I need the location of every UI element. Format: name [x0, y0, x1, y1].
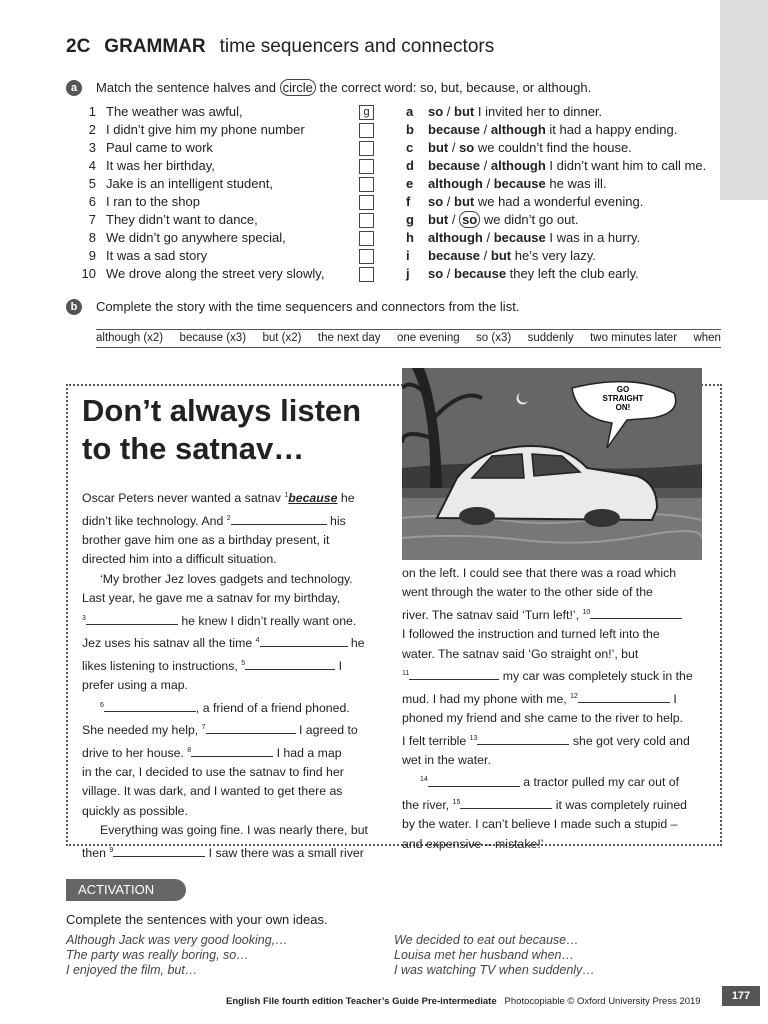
prompt: I enjoyed the film, but… [66, 963, 198, 977]
prompt: Although Jack was very good looking,… [66, 933, 288, 947]
sentence-start-text: Paul came to work [106, 140, 213, 155]
answer-box[interactable] [359, 213, 374, 228]
prompt: We decided to eat out because… [394, 933, 579, 947]
sentence-ending-text: we didn’t go out. [480, 212, 579, 227]
footer-copyright: Photocopiable © Oxford University Press 2019 [504, 996, 701, 1007]
word-option[interactable]: but [490, 248, 512, 263]
example-answer: because [288, 491, 338, 506]
word-list-item: two minutes later [590, 332, 678, 344]
word-option[interactable]: but [454, 104, 475, 119]
instr-post: the correct word: so, but, because, or although. [315, 80, 592, 95]
answer-box[interactable] [359, 231, 374, 246]
word-list-item: when [693, 332, 721, 344]
sentence-ending [406, 175, 706, 193]
item-number: 4 [88, 158, 96, 173]
sentence-ending [406, 193, 706, 211]
text: by the water. I can’t believe I made such a stupid – [402, 817, 678, 832]
item-letter: j [406, 266, 410, 281]
slash: / [443, 194, 455, 209]
gap-number: 6 [100, 701, 104, 709]
gap-number: 13 [469, 734, 478, 742]
answer-box[interactable] [359, 141, 374, 156]
sentence-ending-text: we couldn’t find the house. [474, 140, 632, 155]
sentence-start [76, 193, 324, 211]
exercise-a-badge: a [66, 80, 82, 96]
text: he [347, 636, 365, 651]
gap-number: 11 [402, 670, 410, 678]
sentence-start-text: I ran to the shop [106, 194, 200, 209]
sentence-endings-list [406, 103, 706, 283]
answer-boxes [359, 105, 374, 285]
prompt: Louisa met her husband when… [394, 948, 574, 962]
exercise-b-instruction: Complete the story with the time sequencers and connectors from the list. [96, 299, 520, 314]
text: Jez uses his satnav all the time [82, 636, 256, 651]
unit-code: 2C [66, 36, 91, 57]
text: directed him into a difficult situation. [82, 552, 277, 567]
text: I [335, 658, 342, 673]
sentence-ending [406, 103, 706, 121]
section-name: GRAMMAR [104, 36, 206, 57]
word-list [96, 329, 721, 348]
gap-number: 10 [582, 608, 591, 616]
sentence-ending-text: it had a happy ending. [545, 122, 678, 137]
word-option[interactable]: so [428, 194, 444, 209]
sentence-start-text: It was her birthday, [106, 158, 215, 173]
gap-5[interactable] [245, 656, 335, 670]
sentence-ending [406, 211, 706, 229]
word-option[interactable]: because [428, 158, 481, 173]
text: didn’t like technology. And [82, 513, 227, 528]
sentence-ending [406, 229, 706, 247]
text: quickly as possible. [82, 803, 188, 818]
gap-7[interactable] [206, 720, 296, 734]
sentence-start [76, 265, 324, 283]
story-title-line1: Don’t always listen [82, 393, 362, 428]
topic-name: time sequencers and connectors [219, 36, 495, 57]
gap-2[interactable] [231, 511, 327, 525]
text: he [337, 491, 355, 506]
answer-box[interactable]: g [359, 105, 374, 120]
story-left-column [82, 486, 384, 863]
story-right-column [402, 564, 704, 854]
word-option[interactable]: because [493, 230, 546, 245]
gap-13[interactable] [477, 731, 569, 745]
text: likes listening to instructions, [82, 658, 242, 673]
text: water. The satnav said ‘Go straight on!’, but [402, 646, 639, 661]
word-option[interactable]: because [428, 248, 481, 263]
word-option[interactable]: so [428, 266, 444, 281]
activation-prompts-right [394, 933, 595, 978]
word-option[interactable]: although [428, 176, 483, 191]
item-letter: b [406, 122, 414, 137]
gap-15[interactable] [460, 795, 552, 809]
text: she got very cold and [569, 733, 690, 748]
item-number: 9 [88, 248, 96, 263]
slash: / [443, 104, 455, 119]
text: , a friend of a friend phoned. [195, 700, 350, 715]
sentence-start [76, 211, 324, 229]
word-option[interactable]: but [428, 212, 449, 227]
activation-prompts-left [66, 933, 288, 978]
sentence-ending [406, 157, 706, 175]
gap-14[interactable] [428, 773, 520, 787]
sentence-start [76, 247, 324, 265]
item-letter: h [406, 230, 414, 245]
gap-number: 14 [420, 776, 428, 784]
word-list-item: one evening [396, 332, 460, 344]
speech-bubble-line1: GO [616, 385, 630, 394]
item-letter: e [406, 176, 414, 191]
gap-number: 8 [187, 746, 192, 754]
sentence-start [76, 229, 324, 247]
sentence-ending-text: he was ill. [545, 176, 607, 191]
sentence-start-text: I didn’t give him my phone number [106, 122, 305, 137]
item-number: 3 [88, 140, 96, 155]
item-number: 7 [88, 212, 96, 227]
page-corner-decoration [720, 0, 768, 200]
gap-number: 12 [570, 692, 578, 700]
gap-8[interactable] [191, 743, 273, 757]
text: ‘My brother Jez loves gadgets and technology. [100, 571, 353, 586]
gap-3[interactable] [86, 611, 178, 625]
slash: / [482, 230, 494, 245]
item-number: 5 [88, 176, 96, 191]
text: wet in the water. [402, 753, 491, 768]
text: Everything was going fine. I was nearly there, but [100, 823, 368, 838]
page-title [66, 36, 494, 58]
gap-number: 7 [201, 724, 206, 732]
sentence-start-text: They didn’t want to dance, [106, 212, 258, 227]
gap-11[interactable] [409, 666, 499, 680]
text: drive to her house. [82, 745, 188, 760]
gap-number: 1 [284, 492, 289, 499]
slash: / [482, 176, 494, 191]
item-letter: d [406, 158, 414, 173]
sentence-ending-text: I was in a hurry. [545, 230, 641, 245]
word-list-item: suddenly [527, 332, 574, 344]
sentence-ending-text: he’s very lazy. [511, 248, 596, 263]
sentence-ending-text: we had a wonderful evening. [474, 194, 644, 209]
text: mud. I had my phone with me, [402, 691, 571, 706]
text: I followed the instruction and turned left into the [402, 627, 660, 642]
footer-book-title: English File fourth edition Teacher’s Guide Pre-intermediate [226, 996, 497, 1007]
text: went through the water to the other side of the [402, 585, 653, 600]
sentence-ending [406, 139, 706, 157]
prompt: I was watching TV when suddenly… [394, 963, 595, 977]
slash: / [448, 140, 460, 155]
speech-bubble-line3: ON! [615, 403, 631, 412]
word-list-item: the next day [317, 332, 381, 344]
text: his [326, 513, 346, 528]
gap-number: 9 [109, 846, 114, 854]
text: the river, [402, 798, 453, 813]
text: it was completely ruined [552, 798, 688, 813]
gap-number: 5 [241, 659, 246, 667]
item-letter: f [406, 194, 411, 209]
text: and expensive – mistake!’ [402, 836, 544, 851]
text: I saw there was a small river [205, 845, 364, 860]
gap-number: 15 [452, 798, 461, 806]
answer-box[interactable] [359, 177, 374, 192]
word-list-item: so (x3) [476, 332, 512, 344]
slash: / [480, 248, 491, 263]
word-option[interactable]: but [428, 140, 449, 155]
gap-9[interactable] [113, 843, 205, 857]
sentence-ending [406, 121, 706, 139]
page-number: 177 [722, 986, 760, 1006]
sentence-starts-list [76, 103, 324, 283]
slash: / [443, 266, 455, 281]
exercise-a-instruction [96, 80, 591, 95]
text: prefer using a map. [82, 678, 188, 693]
sentence-start-text: We didn’t go anywhere special, [106, 230, 286, 245]
slash: / [480, 122, 491, 137]
word-option[interactable]: because [428, 122, 481, 137]
item-number: 6 [88, 194, 96, 209]
instr-circle-word: circle [280, 79, 316, 96]
answer-box[interactable] [359, 249, 374, 264]
answer-box[interactable] [359, 195, 374, 210]
gap-number: 2 [226, 514, 231, 522]
text: I agreed to [295, 723, 358, 738]
car-in-river-illustration [402, 368, 702, 560]
sentence-start [76, 121, 324, 139]
text: river. The satnav said ‘Turn left!’, [402, 607, 583, 622]
slash: / [480, 158, 491, 173]
gap-10[interactable] [590, 605, 682, 619]
instr-pre: Match the sentence halves and [96, 80, 280, 95]
word-option[interactable]: although [428, 230, 483, 245]
text: Last year, he gave me a satnav for my birthday, [82, 591, 341, 606]
text: I felt terrible [402, 733, 470, 748]
item-number: 10 [81, 266, 96, 281]
sentence-start-text: We drove along the street very slowly, [106, 266, 325, 281]
text: he knew I didn’t really want one. [177, 613, 357, 628]
prompt: The party was really boring, so… [66, 948, 249, 962]
item-letter: i [406, 248, 410, 263]
word-list-item: but (x2) [262, 332, 302, 344]
activation-instruction: Complete the sentences with your own ideas. [66, 912, 328, 927]
story-title-line2: to the satnav… [82, 431, 305, 466]
speech-bubble-line2: STRAIGHT [602, 394, 644, 403]
text: village. It was dark, and I wanted to get there as [82, 784, 343, 799]
sentence-start-text: Jake is an intelligent student, [106, 176, 273, 191]
sentence-start-text: It was a sad story [106, 248, 208, 263]
sentence-start [76, 139, 324, 157]
gap-4[interactable] [260, 633, 348, 647]
sentence-ending-text: I didn’t want him to call me. [545, 158, 707, 173]
text: Oscar Peters never wanted a satnav [82, 491, 285, 506]
item-number: 2 [88, 122, 96, 137]
word-option[interactable]: although [490, 122, 546, 137]
text: then [82, 845, 110, 860]
text: She needed my help, [82, 723, 202, 738]
activation-label: ACTIVATION [66, 879, 186, 901]
word-option[interactable]: because [454, 266, 507, 281]
story-title [82, 392, 361, 468]
sentence-ending-text: I invited her to dinner. [474, 104, 603, 119]
text: in the car, I decided to use the satnav to find her [82, 765, 344, 780]
sentence-start [76, 175, 324, 193]
slash: / [448, 212, 460, 227]
sentence-start-text: The weather was awful, [106, 104, 243, 119]
item-letter: g [406, 212, 414, 227]
text: on the left. I could see that there was a road which [402, 566, 677, 580]
text: I [669, 691, 677, 706]
answer-box[interactable] [359, 159, 374, 174]
item-number: 8 [88, 230, 96, 245]
word-option[interactable]: so [428, 104, 444, 119]
text: brother gave him one as a birthday present, it [82, 533, 330, 547]
sentence-start [76, 157, 324, 175]
word-option[interactable]: although [490, 158, 546, 173]
text: my car was completely stuck in the [499, 669, 693, 684]
item-number: 1 [88, 104, 96, 119]
sentence-ending [406, 265, 706, 283]
word-option[interactable]: because [493, 176, 546, 191]
sentence-ending-text: they left the club early. [506, 266, 639, 281]
sentence-ending [406, 247, 706, 265]
word-option-circled[interactable]: so [459, 211, 480, 228]
word-list-item: although (x2) [96, 332, 164, 344]
word-option[interactable]: but [454, 194, 475, 209]
answer-box[interactable] [359, 123, 374, 138]
sentence-start [76, 103, 324, 121]
item-letter: a [406, 104, 414, 119]
gap-number: 3 [82, 614, 86, 622]
gap-12[interactable] [578, 689, 670, 703]
answer-box[interactable] [359, 267, 374, 282]
item-letter: c [406, 140, 414, 155]
gap-6[interactable] [104, 698, 196, 712]
text: phoned my friend and she came to the river to help. [402, 711, 683, 726]
text: I had a map [273, 745, 342, 760]
gap-number: 4 [255, 637, 260, 645]
exercise-b-badge: b [66, 299, 82, 315]
footer [226, 996, 701, 1007]
word-list-item: because (x3) [179, 332, 247, 344]
text: a tractor pulled my car out of [519, 775, 680, 790]
word-option[interactable]: so [459, 140, 475, 155]
